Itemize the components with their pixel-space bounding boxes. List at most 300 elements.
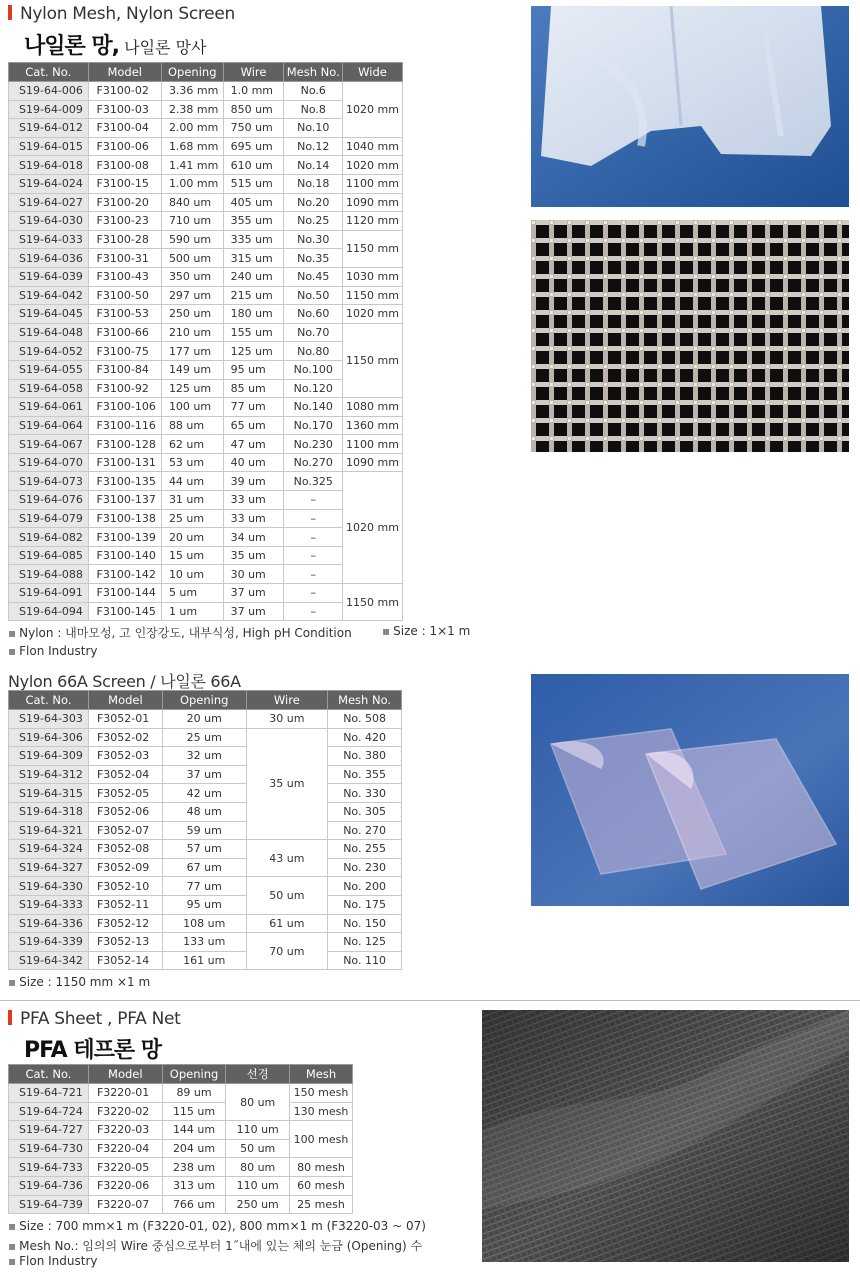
- wire-diameter-cell: 110 um: [226, 1176, 290, 1195]
- korean-title-main: 나일론 망,: [24, 34, 120, 59]
- model-cell: F3220-04: [88, 1139, 162, 1158]
- cat-no-cell: S19-64-336: [9, 914, 89, 933]
- nylon-mesh-table: [8, 62, 403, 621]
- opening-cell: 710 um: [161, 212, 223, 231]
- table-row: [9, 193, 403, 212]
- wide-cell: 1020 mm: [343, 305, 403, 324]
- wire-diameter-cell: 50 um: [226, 1139, 290, 1158]
- model-cell: F3220-03: [88, 1121, 162, 1140]
- model-cell: F3100-131: [88, 453, 161, 472]
- column-header: Model: [88, 1065, 162, 1084]
- opening-cell: 89 um: [162, 1084, 226, 1103]
- mesh-no-cell: No.140: [284, 398, 343, 417]
- opening-cell: 20 um: [162, 710, 246, 729]
- opening-cell: 1 um: [161, 602, 223, 621]
- cat-no-cell: S19-64-018: [9, 156, 89, 175]
- wire-cell: 33 um: [223, 509, 284, 528]
- column-header: Cat. No.: [9, 1065, 89, 1084]
- table-row: [9, 82, 403, 101]
- opening-cell: 210 um: [161, 323, 223, 342]
- wire-cell: 35 um: [223, 546, 284, 565]
- mesh-no-cell: No.80: [284, 342, 343, 361]
- mesh-no-cell: No.20: [284, 193, 343, 212]
- wire-cell: 335 um: [223, 230, 284, 249]
- wire-cell: 1.0 mm: [223, 82, 284, 101]
- cat-no-cell: S19-64-330: [9, 877, 89, 896]
- opening-cell: 313 um: [162, 1176, 226, 1195]
- wire-cell: 34 um: [223, 528, 284, 547]
- wide-cell: 1020 mm: [343, 82, 403, 138]
- opening-cell: 15 um: [161, 546, 223, 565]
- wire-cell: 180 um: [223, 305, 284, 324]
- mesh-no-cell: –: [284, 509, 343, 528]
- wire-diameter-cell: 80 um: [226, 1084, 290, 1121]
- opening-cell: 840 um: [161, 193, 223, 212]
- opening-cell: 115 um: [162, 1102, 226, 1121]
- bullet-icon: ▪: [8, 626, 17, 640]
- wire-cell: 65 um: [223, 416, 284, 435]
- model-cell: F3100-43: [88, 267, 161, 286]
- pfa-net-illustration: [482, 1010, 849, 1262]
- note-nylon-text: Nylon : 내마모성, 고 인장강도, 내부식성, High pH Condition: [19, 626, 352, 640]
- cat-no-cell: S19-64-039: [9, 267, 89, 286]
- mesh-no-cell: No. 355: [328, 765, 402, 784]
- note-maker-1: [8, 644, 98, 658]
- table-row: [9, 174, 403, 193]
- mesh-no-cell: No.10: [284, 119, 343, 138]
- mesh-no-cell: –: [284, 528, 343, 547]
- model-cell: F3052-08: [88, 840, 162, 859]
- model-cell: F3100-128: [88, 435, 161, 454]
- mesh-weave-illustration: [531, 220, 849, 452]
- cat-no-cell: S19-64-015: [9, 137, 89, 156]
- table-row: [9, 286, 403, 305]
- mesh-no-cell: No.14: [284, 156, 343, 175]
- bullet-icon: ▪: [8, 644, 17, 658]
- opening-cell: 95 um: [162, 895, 246, 914]
- bullet-icon: ▪: [382, 624, 391, 638]
- mesh-no-cell: No.50: [284, 286, 343, 305]
- mesh-no-cell: No.30: [284, 230, 343, 249]
- opening-cell: 57 um: [162, 840, 246, 859]
- pfa-net-photo: [482, 1010, 849, 1262]
- table-row: [9, 765, 402, 784]
- table-row: [9, 1176, 353, 1195]
- column-header: Wire: [223, 63, 284, 82]
- table-row: [9, 1102, 353, 1121]
- wire-cell: 155 um: [223, 323, 284, 342]
- mesh-no-cell: No.6: [284, 82, 343, 101]
- mesh-no-cell: No.100: [284, 360, 343, 379]
- model-cell: F3052-13: [88, 933, 162, 952]
- wire-cell: 43 um: [246, 840, 328, 877]
- model-cell: F3100-06: [88, 137, 161, 156]
- opening-cell: 297 um: [161, 286, 223, 305]
- nylon-66a-photo: [531, 674, 849, 906]
- cat-no-cell: S19-64-303: [9, 710, 89, 729]
- model-cell: F3100-145: [88, 602, 161, 621]
- cat-no-cell: S19-64-327: [9, 858, 89, 877]
- cat-no-cell: S19-64-342: [9, 951, 89, 970]
- cat-no-cell: S19-64-024: [9, 174, 89, 193]
- mesh-no-cell: No.270: [284, 453, 343, 472]
- opening-cell: 766 um: [162, 1195, 226, 1214]
- table-row: [9, 305, 403, 324]
- table-row: [9, 840, 402, 859]
- model-cell: F3100-28: [88, 230, 161, 249]
- table-row: [9, 933, 402, 952]
- section-title-pfa: [8, 1009, 181, 1029]
- model-cell: F3100-08: [88, 156, 161, 175]
- mesh-no-cell: No. 305: [328, 802, 402, 821]
- wire-diameter-cell: 80 um: [226, 1158, 290, 1177]
- mesh-no-cell: No.70: [284, 323, 343, 342]
- column-header: 선경: [226, 1065, 290, 1084]
- column-header: Wire: [246, 691, 328, 710]
- wire-cell: 37 um: [223, 602, 284, 621]
- model-cell: F3100-137: [88, 491, 161, 510]
- mesh-no-cell: No. 380: [328, 747, 402, 766]
- note-maker-text: Flon Industry: [19, 644, 98, 658]
- model-cell: F3052-12: [88, 914, 162, 933]
- korean-title-main: PFA 테프론 망: [24, 1038, 161, 1063]
- nylon-cloth-photo: [531, 6, 849, 207]
- cat-no-cell: S19-64-070: [9, 453, 89, 472]
- wire-cell: 695 um: [223, 137, 284, 156]
- opening-cell: 2.38 mm: [161, 100, 223, 119]
- cat-no-cell: S19-64-061: [9, 398, 89, 417]
- model-cell: F3100-66: [88, 323, 161, 342]
- opening-cell: 3.36 mm: [161, 82, 223, 101]
- opening-cell: 1.68 mm: [161, 137, 223, 156]
- wire-cell: 40 um: [223, 453, 284, 472]
- section-title-nylon-66a: [8, 669, 241, 692]
- model-cell: F3100-04: [88, 119, 161, 138]
- cat-no-cell: S19-64-045: [9, 305, 89, 324]
- table-row: [9, 453, 403, 472]
- mesh-no-cell: No.12: [284, 137, 343, 156]
- cat-no-cell: S19-64-006: [9, 82, 89, 101]
- wire-cell: 405 um: [223, 193, 284, 212]
- opening-cell: 77 um: [162, 877, 246, 896]
- wide-cell: 1090 mm: [343, 193, 403, 212]
- column-header: Model: [88, 63, 161, 82]
- wire-cell: 355 um: [223, 212, 284, 231]
- mesh-no-cell: No. 330: [328, 784, 402, 803]
- model-cell: F3052-06: [88, 802, 162, 821]
- cat-no-cell: S19-64-736: [9, 1176, 89, 1195]
- mesh-no-cell: No. 255: [328, 840, 402, 859]
- table-row: [9, 821, 402, 840]
- cat-no-cell: S19-64-309: [9, 747, 89, 766]
- cat-no-cell: S19-64-306: [9, 728, 89, 747]
- wide-cell: 1100 mm: [343, 174, 403, 193]
- mesh-cell: 25 mesh: [290, 1195, 353, 1214]
- mesh-no-cell: No. 110: [328, 951, 402, 970]
- opening-cell: 25 um: [162, 728, 246, 747]
- opening-cell: 25 um: [161, 509, 223, 528]
- mesh-cell: 60 mesh: [290, 1176, 353, 1195]
- table-row: [9, 895, 402, 914]
- cat-no-cell: S19-64-009: [9, 100, 89, 119]
- mesh-no-cell: No.325: [284, 472, 343, 491]
- cat-no-cell: S19-64-088: [9, 565, 89, 584]
- mesh-no-cell: –: [284, 491, 343, 510]
- mesh-no-cell: No. 508: [328, 710, 402, 729]
- opening-cell: 144 um: [162, 1121, 226, 1140]
- cat-no-cell: S19-64-036: [9, 249, 89, 268]
- opening-cell: 133 um: [162, 933, 246, 952]
- mesh-no-cell: No. 420: [328, 728, 402, 747]
- mesh-no-cell: No.120: [284, 379, 343, 398]
- wire-cell: 37 um: [223, 584, 284, 603]
- cat-no-cell: S19-64-333: [9, 895, 89, 914]
- wire-cell: 85 um: [223, 379, 284, 398]
- column-header: Opening: [161, 63, 223, 82]
- table-row: [9, 230, 403, 249]
- wire-cell: 39 um: [223, 472, 284, 491]
- model-cell: F3100-02: [88, 82, 161, 101]
- bullet-icon: ▪: [8, 1254, 17, 1268]
- column-header: Cat. No.: [9, 63, 89, 82]
- opening-cell: 44 um: [161, 472, 223, 491]
- model-cell: F3100-20: [88, 193, 161, 212]
- table-row: [9, 784, 402, 803]
- wide-cell: 1150 mm: [343, 323, 403, 397]
- wire-cell: 30 um: [223, 565, 284, 584]
- model-cell: F3220-07: [88, 1195, 162, 1214]
- mesh-no-cell: No.8: [284, 100, 343, 119]
- mesh-no-cell: No.45: [284, 267, 343, 286]
- mesh-cell: 130 mesh: [290, 1102, 353, 1121]
- wide-cell: 1020 mm: [343, 156, 403, 175]
- mesh-no-cell: No. 150: [328, 914, 402, 933]
- note-nylon-properties: [8, 624, 352, 641]
- opening-cell: 108 um: [162, 914, 246, 933]
- model-cell: F3100-15: [88, 174, 161, 193]
- model-cell: F3100-03: [88, 100, 161, 119]
- mesh-cell: 80 mesh: [290, 1158, 353, 1177]
- opening-cell: 100 um: [161, 398, 223, 417]
- cat-no-cell: S19-64-048: [9, 323, 89, 342]
- note-size-2: [8, 975, 150, 989]
- section-divider: [0, 1000, 860, 1001]
- note-mesh-text: Mesh No.: 임의의 Wire 중심으로부터 1˝내에 있는 체의 눈금 (Opening) 수: [19, 1239, 423, 1253]
- accent-bar: [8, 5, 12, 20]
- wide-cell: 1040 mm: [343, 137, 403, 156]
- table-row: [9, 435, 403, 454]
- table-row: [9, 398, 403, 417]
- wire-cell: 30 um: [246, 710, 328, 729]
- wide-cell: 1150 mm: [343, 230, 403, 267]
- wide-cell: 1090 mm: [343, 453, 403, 472]
- mesh-no-cell: No.170: [284, 416, 343, 435]
- opening-cell: 37 um: [162, 765, 246, 784]
- cat-no-cell: S19-64-064: [9, 416, 89, 435]
- cat-no-cell: S19-64-339: [9, 933, 89, 952]
- wire-cell: 850 um: [223, 100, 284, 119]
- wire-cell: 315 um: [223, 249, 284, 268]
- note-maker-3: [8, 1254, 98, 1268]
- pfa-table: [8, 1064, 353, 1214]
- mesh-no-cell: No.230: [284, 435, 343, 454]
- bullet-icon: ▪: [8, 1219, 17, 1233]
- opening-cell: 88 um: [161, 416, 223, 435]
- opening-cell: 238 um: [162, 1158, 226, 1177]
- model-cell: F3220-05: [88, 1158, 162, 1177]
- table-header-row: [9, 691, 402, 710]
- mesh-no-cell: –: [284, 546, 343, 565]
- wide-cell: 1020 mm: [343, 472, 403, 584]
- model-cell: F3100-31: [88, 249, 161, 268]
- mesh-weave-photo: [531, 220, 849, 452]
- wire-cell: 50 um: [246, 877, 328, 914]
- cat-no-cell: S19-64-727: [9, 1121, 89, 1140]
- mesh-no-cell: No.25: [284, 212, 343, 231]
- table-row: [9, 472, 403, 491]
- model-cell: F3220-06: [88, 1176, 162, 1195]
- accent-bar: [8, 1010, 12, 1025]
- section-title-nylon-mesh: [8, 4, 235, 24]
- table-row: [9, 1084, 353, 1103]
- model-cell: F3100-138: [88, 509, 161, 528]
- opening-cell: 500 um: [161, 249, 223, 268]
- wire-cell: 61 um: [246, 914, 328, 933]
- mesh-no-cell: No.60: [284, 305, 343, 324]
- opening-cell: 59 um: [162, 821, 246, 840]
- opening-cell: 31 um: [161, 491, 223, 510]
- cat-no-cell: S19-64-321: [9, 821, 89, 840]
- cat-no-cell: S19-64-012: [9, 119, 89, 138]
- cat-no-cell: S19-64-073: [9, 472, 89, 491]
- column-header: Mesh No.: [328, 691, 402, 710]
- model-cell: F3100-75: [88, 342, 161, 361]
- wire-cell: 610 um: [223, 156, 284, 175]
- wide-cell: 1100 mm: [343, 435, 403, 454]
- table-row: [9, 710, 402, 729]
- cat-no-cell: S19-64-079: [9, 509, 89, 528]
- column-header: Cat. No.: [9, 691, 89, 710]
- table-row: [9, 951, 402, 970]
- cat-no-cell: S19-64-730: [9, 1139, 89, 1158]
- wire-cell: 215 um: [223, 286, 284, 305]
- nylon-66a-table: [8, 690, 402, 970]
- model-cell: F3100-50: [88, 286, 161, 305]
- mesh-no-cell: No. 175: [328, 895, 402, 914]
- table-row: [9, 1195, 353, 1214]
- cat-no-cell: S19-64-315: [9, 784, 89, 803]
- mesh-no-cell: No. 200: [328, 877, 402, 896]
- opening-cell: 350 um: [161, 267, 223, 286]
- cat-no-cell: S19-64-739: [9, 1195, 89, 1214]
- cat-no-cell: S19-64-055: [9, 360, 89, 379]
- mesh-no-cell: No. 125: [328, 933, 402, 952]
- opening-cell: 1.41 mm: [161, 156, 223, 175]
- wide-cell: 1030 mm: [343, 267, 403, 286]
- wire-cell: 77 um: [223, 398, 284, 417]
- table-header-row: [9, 63, 403, 82]
- model-cell: F3100-142: [88, 565, 161, 584]
- opening-cell: 53 um: [161, 453, 223, 472]
- opening-cell: 62 um: [161, 435, 223, 454]
- cat-no-cell: S19-64-058: [9, 379, 89, 398]
- wire-cell: 70 um: [246, 933, 328, 970]
- bullet-icon: ▪: [8, 975, 17, 989]
- mesh-no-cell: No.18: [284, 174, 343, 193]
- table-row: [9, 858, 402, 877]
- cat-no-cell: S19-64-082: [9, 528, 89, 547]
- cat-no-cell: S19-64-076: [9, 491, 89, 510]
- opening-cell: 204 um: [162, 1139, 226, 1158]
- wire-cell: 95 um: [223, 360, 284, 379]
- cat-no-cell: S19-64-052: [9, 342, 89, 361]
- korean-title-sub: 나일론 망사: [124, 38, 207, 57]
- model-cell: F3052-04: [88, 765, 162, 784]
- model-cell: F3052-03: [88, 747, 162, 766]
- opening-cell: 590 um: [161, 230, 223, 249]
- opening-cell: 20 um: [161, 528, 223, 547]
- wide-cell: 1150 mm: [343, 286, 403, 305]
- column-header: Wide: [343, 63, 403, 82]
- wire-cell: 47 um: [223, 435, 284, 454]
- cat-no-cell: S19-64-091: [9, 584, 89, 603]
- note-size-text: Size : 1×1 m: [393, 624, 471, 638]
- table-row: [9, 728, 402, 747]
- opening-cell: 48 um: [162, 802, 246, 821]
- opening-cell: 67 um: [162, 858, 246, 877]
- wire-cell: 515 um: [223, 174, 284, 193]
- wire-cell: 125 um: [223, 342, 284, 361]
- mesh-no-cell: No.35: [284, 249, 343, 268]
- model-cell: F3100-139: [88, 528, 161, 547]
- table-row: [9, 1121, 353, 1140]
- table-header-row: [9, 1065, 353, 1084]
- wire-cell: 750 um: [223, 119, 284, 138]
- wire-cell: 33 um: [223, 491, 284, 510]
- wire-diameter-cell: 250 um: [226, 1195, 290, 1214]
- opening-cell: 5 um: [161, 584, 223, 603]
- cat-no-cell: S19-64-324: [9, 840, 89, 859]
- table-row: [9, 1158, 353, 1177]
- opening-cell: 10 um: [161, 565, 223, 584]
- cat-no-cell: S19-64-033: [9, 230, 89, 249]
- model-cell: F3100-53: [88, 305, 161, 324]
- note-size-text: Size : 1150 mm ×1 m: [19, 975, 151, 989]
- model-cell: F3100-140: [88, 546, 161, 565]
- model-cell: F3052-11: [88, 895, 162, 914]
- model-cell: F3052-05: [88, 784, 162, 803]
- table-row: [9, 416, 403, 435]
- cat-no-cell: S19-64-027: [9, 193, 89, 212]
- mesh-no-cell: No. 230: [328, 858, 402, 877]
- column-header: Opening: [162, 1065, 226, 1084]
- table-row: [9, 584, 403, 603]
- opening-cell: 250 um: [161, 305, 223, 324]
- table-row: [9, 877, 402, 896]
- note-size-1: [382, 624, 470, 638]
- opening-cell: 161 um: [162, 951, 246, 970]
- mesh-cell: 150 mesh: [290, 1084, 353, 1103]
- model-cell: F3052-14: [88, 951, 162, 970]
- wire-cell: 35 um: [246, 728, 328, 840]
- model-cell: F3100-135: [88, 472, 161, 491]
- model-cell: F3220-01: [88, 1084, 162, 1103]
- cat-no-cell: S19-64-085: [9, 546, 89, 565]
- wire-diameter-cell: 110 um: [226, 1121, 290, 1140]
- model-cell: F3100-116: [88, 416, 161, 435]
- mesh-no-cell: –: [284, 584, 343, 603]
- column-header: Mesh No.: [284, 63, 343, 82]
